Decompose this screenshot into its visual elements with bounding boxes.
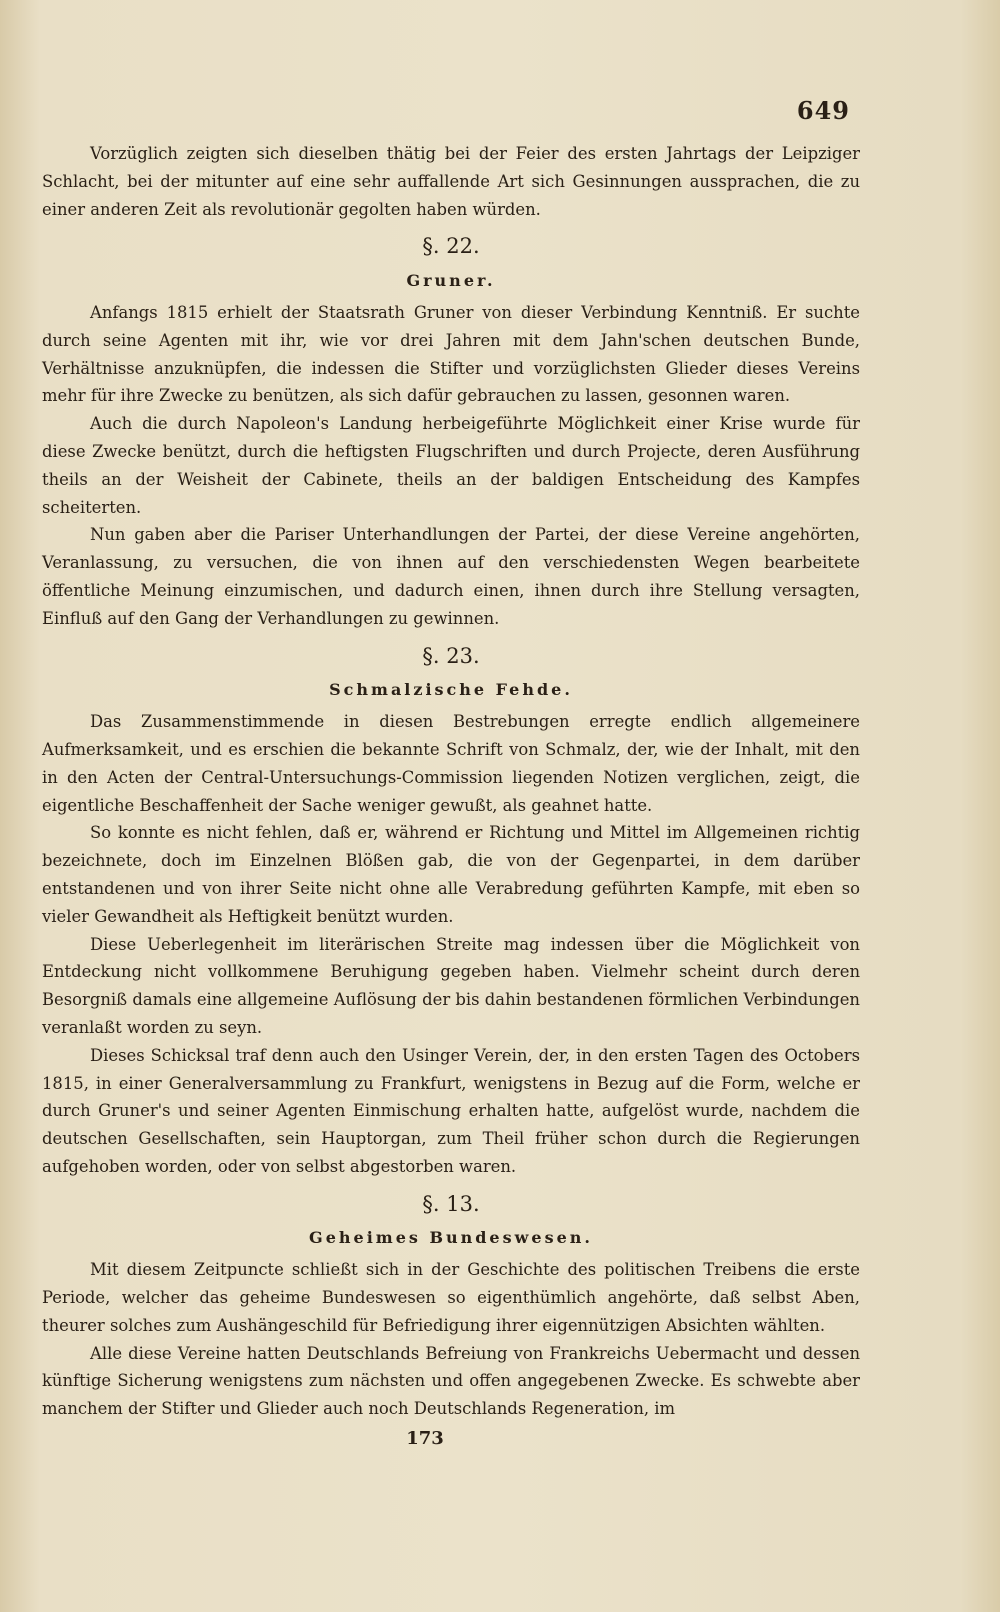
body-text — [42, 140, 860, 1423]
paragraph: Das Zusammenstimmende in diesen Bestrebungen erregte endlich allgemeinere Aufmerksamkeit, und es erschien die bekannte Schrift von Schmalz, der, wie der Inhalt, mit den in den Acten der Central-Untersuchungs-Commission liegenden Notizen verglichen, zeigt, die eigentliche Beschaffenheit der Sache weniger gewußt, als geahnet hatte. — [42, 712, 860, 815]
paragraph: Alle diese Vereine hatten Deutschlands Befreiung von Frankreichs Uebermacht und dessen künftige Sicherung wenigstens zum nächsten und offen angegebenen Zwecke. Es schwebte aber manchem der Stifter und Glieder auch noch Deutschlands Regeneration, im — [42, 1343, 860, 1419]
section-title: Schmalzische Fehde. — [329, 680, 573, 700]
signature-mark: 173 — [406, 1428, 444, 1449]
paragraph: Dieses Schicksal traf denn auch den Usinger Verein, der, in den ersten Tagen des Octobers 1815, in einer Generalversammlung zu Frankfurt, wenigstens in Bezug auf die Form, welche er durch Gruner's und seiner Agenten Einmischung erhalten hatte, aufgelöst wurde, nachdem die deutschen Gesellschaften, sein Hauptorgan, zum Theil früher schon durch die Regierungen aufgehoben worden, oder von selbst abgestorben waren. — [42, 1045, 860, 1176]
paragraph: Nun gaben aber die Pariser Unterhandlungen der Partei, der diese Vereine angehörten, Veranlassung, zu versuchen, die von ihnen auf den verschiedensten Wegen bearbeitete öffentliche Meinung einzumischen, und dadurch einen, ihnen durch ihre Stellung versagten, Einfluß auf den Gang der Verhandlungen zu gewinnen. — [42, 525, 860, 628]
section-title: Gruner. — [406, 271, 496, 291]
paragraph: So konnte es nicht fehlen, daß er, während er Richtung und Mittel im Allgemeinen richtig bezeichnete, doch im Einzelnen Blößen gab, die von der Gegenpartei, in dem darüber entstandenen und von ihrer Seite nicht ohne alle Verabredung geführten Kampfe, mit eben so vieler Gewandheit als Heftigkeit benützt wurden. — [42, 823, 860, 926]
paragraph: Diese Ueberlegenheit im literärischen Streite mag indessen über die Möglichkeit von Entdeckung nicht vollkommene Beruhigung gegeben haben. Vielmehr scheint durch deren Besorgniß damals eine allgemeine Auflösung der bis dahin bestandenen förmlichen Verbindungen veranlaßt worden zu seyn. — [42, 934, 860, 1037]
page-number: 649 — [796, 96, 850, 125]
section-number: §. 22. — [422, 234, 480, 259]
paragraph: Auch die durch Napoleon's Landung herbeigeführte Möglichkeit einer Krise wurde für diese Zwecke benützt, durch die heftigsten Flugschriften und durch Projecte, deren Ausführung theils an der Weisheit der Cabinete, theils an der baldigen Entscheidung des Kampfes scheiterten. — [42, 414, 860, 517]
section-number: §. 23. — [422, 643, 480, 668]
section-number: §. 13. — [422, 1191, 480, 1216]
paragraph: Anfangs 1815 erhielt der Staatsrath Gruner von dieser Verbindung Kenntniß. Er suchte durch seine Agenten mit ihr, wie vor drei Jahren mit dem Jahn'schen deutschen Bunde, Verhältnisse anzuknüpfen, die indessen die Stifter und vorzüglichsten Glieder dieses Vereins mehr für ihre Zwecke zu benützen, als sich dafür gebrauchen zu lassen, gesonnen waren. — [42, 302, 860, 406]
section-title: Geheimes Bundeswesen. — [309, 1228, 593, 1248]
paragraph: Vorzüglich zeigten sich dieselben thätig bei der Feier des ersten Jahrtags der Leipziger Schlacht, bei der mitunter auf eine sehr auffallende Art sich Gesinnungen aussprachen, die zu einer anderen Zeit als revolutionär gegolten haben würden. — [42, 144, 860, 219]
paragraph: Mit diesem Zeitpuncte schließt sich in der Geschichte des politischen Treibens die erste Periode, welcher das geheime Bundeswesen so eigenthümlich angehörte, daß selbst Aben, theurer solches zum Aushängeschild für Befriedigung ihrer eigennützigen Absichten wählten. — [42, 1260, 860, 1335]
